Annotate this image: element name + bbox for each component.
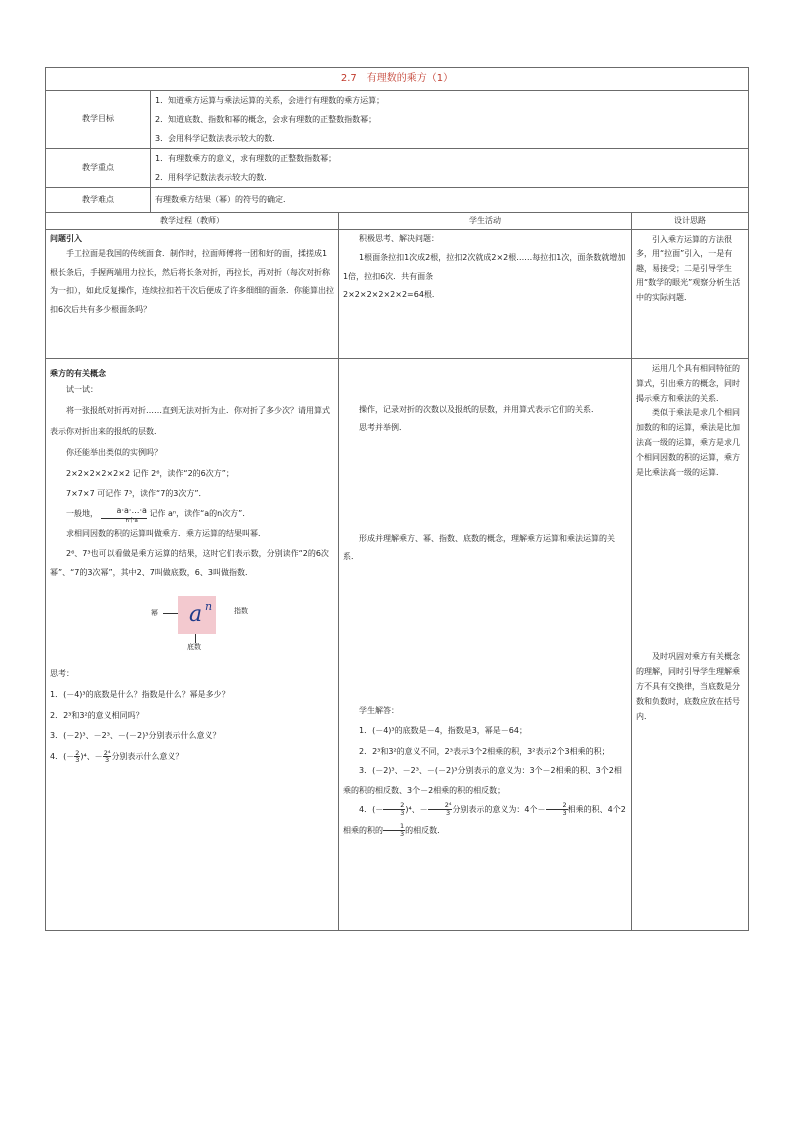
fraction-denominator: 3 bbox=[75, 756, 80, 765]
answer-item: 2．2³和3²的意义不同，2³表示3个2相乘的积，3²表示2个3相乘的积； bbox=[359, 747, 610, 757]
answers-label: 学生解答： bbox=[359, 705, 399, 715]
section-concepts-row bbox=[46, 359, 749, 931]
definition-base-exponent: 2⁶、7³也可以看做是乘方运算的结果，这时它们表示数，分别读作“2的6次幂”、“7的3次幂”，其中2、7叫做底数，6、3叫做指数． bbox=[50, 549, 329, 577]
fraction-numerator: 2 bbox=[383, 802, 405, 810]
difficulty-text: 有理数乘方结果（幂）的符号的确定． bbox=[151, 188, 749, 213]
fraction-denominator: 3 bbox=[400, 829, 405, 838]
fraction-denominator: 3 bbox=[400, 808, 405, 817]
think-question: 2．2³和3²的意义相同吗？ bbox=[50, 710, 144, 720]
student-activity-think: 思考并举例． bbox=[359, 423, 407, 433]
concepts-heading: 乘方的有关概念 bbox=[50, 369, 106, 378]
objectives-row bbox=[46, 91, 749, 149]
key-point-item: 1．有理数乘方的意义，求有理数的正整数指数幂； bbox=[155, 154, 337, 163]
concepts-teacher-cell bbox=[46, 359, 339, 931]
column-header-design: 设计思路 bbox=[632, 213, 749, 230]
intro-student-line: 2×2×2×2×2×2=64根． bbox=[343, 290, 440, 300]
column-header-row bbox=[46, 213, 749, 230]
key-point-item: 2．用科学记数法表示较大的数． bbox=[155, 173, 273, 182]
fraction-denominator: 3 bbox=[104, 756, 110, 765]
title-row bbox=[46, 68, 749, 91]
objective-item: 1．知道乘方运算与乘法运算的关系，会进行有理数的乘方运算； bbox=[155, 96, 385, 105]
a4-mid: 相乘的积、4个2相乘的积的 bbox=[343, 804, 626, 835]
a4-prefix: 4．(－ bbox=[359, 804, 384, 814]
intro-student-cell bbox=[339, 230, 632, 359]
objective-item: 2．知道底数、指数和幂的概念，会求有理数的正整数指数幂； bbox=[155, 115, 377, 124]
fraction bbox=[428, 802, 453, 816]
a4-suffix: 的相反数． bbox=[405, 825, 446, 835]
try-text: 将一张报纸对折再对折……直到无法对折为止．你对折了多少次？请用算式表示你对折出来的报纸的层数． bbox=[50, 406, 330, 436]
intro-student-line: 1根面条拉扣1次成2根，拉扣2次就成2×2根……每拉扣1次，面条数就增加1倍，拉扣6次．共有面条 bbox=[343, 253, 626, 281]
think-question: 3．(－2)³、－2³、－(－2)³分别表示什么意义？ bbox=[50, 731, 221, 741]
diagram-power-label: 幂 bbox=[151, 609, 158, 618]
think-question-4 bbox=[50, 747, 334, 768]
fraction bbox=[546, 802, 568, 816]
fraction-numerator: 2⁴ bbox=[428, 802, 453, 810]
intro-student-line: 积极思考、解决问题： bbox=[359, 234, 439, 243]
a4-mid: 分别表示的意义为：4个－ bbox=[452, 804, 546, 814]
general-product-glyph: a·a·…·a bbox=[116, 506, 147, 516]
intro-teacher-text: 手工拉面是我国的传统面食．制作时，拉面师傅将一团和好的面，揉搓成1根长条后，手握两端用力拉长，然后将长条对折，再拉长，再对折（每次对折称为一扣），如此反复操作，连续拉扣若干次后便成了许多细细的面条．你能算出拉扣6次后共有多少根面条吗？ bbox=[50, 249, 334, 314]
concepts-student-cell bbox=[339, 359, 632, 931]
fraction-denominator: 3 bbox=[562, 808, 567, 817]
design-note: 类似于乘法是求几个相同加数的和的运算，乘法是比加法高一级的运算，乘方是求几个相同因数的积的运算，乘方是比乘法高一级的运算． bbox=[636, 408, 740, 477]
answer-item: 1．(－4)³的底数是－4，指数是3，幂是－64； bbox=[359, 726, 527, 736]
q4-mid: )⁴、－ bbox=[80, 752, 103, 762]
concepts-design-cell bbox=[632, 359, 749, 931]
diagram-exponent-label: 指数 bbox=[234, 607, 248, 616]
column-header-student: 学生活动 bbox=[339, 213, 632, 230]
general-prefix: 一般地， bbox=[66, 509, 98, 519]
fraction bbox=[383, 802, 405, 816]
student-activity-understand: 形成并理解乘方、幂、指数、底数的概念，理解乘方运算和乘法运算的关系． bbox=[343, 533, 615, 562]
answer-item-4 bbox=[343, 800, 627, 842]
column-header-teacher: 教学过程（教师） bbox=[46, 213, 339, 230]
example-1: 2×2×2×2×2×2 记作 2⁶，读作“2的6次方”； bbox=[66, 468, 234, 478]
lesson-plan-page bbox=[45, 67, 748, 931]
ask-text: 你还能举出类似的实例吗？ bbox=[66, 447, 162, 457]
general-definition bbox=[50, 505, 334, 524]
design-note: 及时巩固对乘方有关概念的理解，同时引导学生理解乘方不具有交换律，当底数是分数和负数时，底数应放在括号内． bbox=[636, 652, 740, 721]
lesson-plan-table bbox=[45, 67, 749, 931]
q4-prefix: 4．(－ bbox=[50, 752, 75, 762]
difficulty-label: 教学难点 bbox=[46, 188, 151, 213]
diagram-exponent-letter: n bbox=[205, 600, 213, 614]
general-product-count: n个a bbox=[101, 518, 147, 525]
student-activity-operate: 操作，记录对折的次数以及报纸的层数，并用算式表示它们的关系． bbox=[359, 405, 599, 414]
fraction-numerator: 2 bbox=[75, 748, 80, 757]
key-points-content bbox=[151, 149, 749, 188]
intro-teacher-cell bbox=[46, 230, 339, 359]
definition-power bbox=[50, 524, 334, 545]
fraction bbox=[383, 823, 405, 837]
fraction-numerator: 2 bbox=[546, 802, 568, 810]
power-diagram bbox=[50, 594, 334, 654]
general-suffix: 记作 aⁿ，读作“a的n次方”． bbox=[149, 509, 251, 519]
key-points-label: 教学重点 bbox=[46, 149, 151, 188]
arrow-right-icon bbox=[163, 613, 178, 614]
general-product bbox=[101, 505, 147, 524]
objective-item: 3．会用科学记数法表示较大的数． bbox=[155, 134, 281, 143]
diagram-base-label: 底数 bbox=[187, 643, 201, 652]
design-note: 运用几个具有相同特征的算式，引出乘方的概念，同时揭示乘方和乘法的关系． bbox=[636, 364, 740, 403]
answer-item: 3．(－2)³、－2³、－(－2)³分别表示的意义为：3个－2相乘的积、3个2相乘的积的相反数、3个－2相乘的积的相反数； bbox=[343, 766, 622, 795]
example-2: 7×7×7 可记作 7³，读作“7的3次方”． bbox=[66, 489, 207, 499]
q4-suffix: 分别表示什么意义？ bbox=[111, 752, 184, 762]
intro-design-cell: 引入乘方运算的方法很多，用“拉面”引入，一是有趣，易接受；二是引导学生用“数学的眼光”观察分析生活中的实际问题． bbox=[632, 230, 749, 359]
lesson-title: 2.7 有理数的乘方（1） bbox=[46, 68, 749, 91]
definition-power-text: 求相同因数的积的运算叫做乘方．乘方运算的结果叫幂． bbox=[66, 529, 266, 539]
try-label: 试一试： bbox=[66, 385, 98, 395]
objectives-label: 教学目标 bbox=[46, 91, 151, 149]
objectives-content bbox=[151, 91, 749, 149]
section-intro-row bbox=[46, 230, 749, 359]
fraction-denominator: 3 bbox=[445, 808, 451, 817]
diagram-base-letter: a bbox=[189, 602, 203, 628]
difficulty-row bbox=[46, 188, 749, 213]
intro-heading: 问题引入 bbox=[50, 234, 82, 243]
think-question: 1．(－4)³的底数是什么？指数是什么？幂是多少？ bbox=[50, 689, 230, 699]
think-label: 思考： bbox=[50, 669, 74, 679]
key-points-row bbox=[46, 149, 749, 188]
a4-mid: )⁴、－ bbox=[405, 804, 428, 814]
fraction-numerator: 1 bbox=[383, 823, 405, 831]
fraction-numerator: 2⁴ bbox=[103, 748, 111, 757]
